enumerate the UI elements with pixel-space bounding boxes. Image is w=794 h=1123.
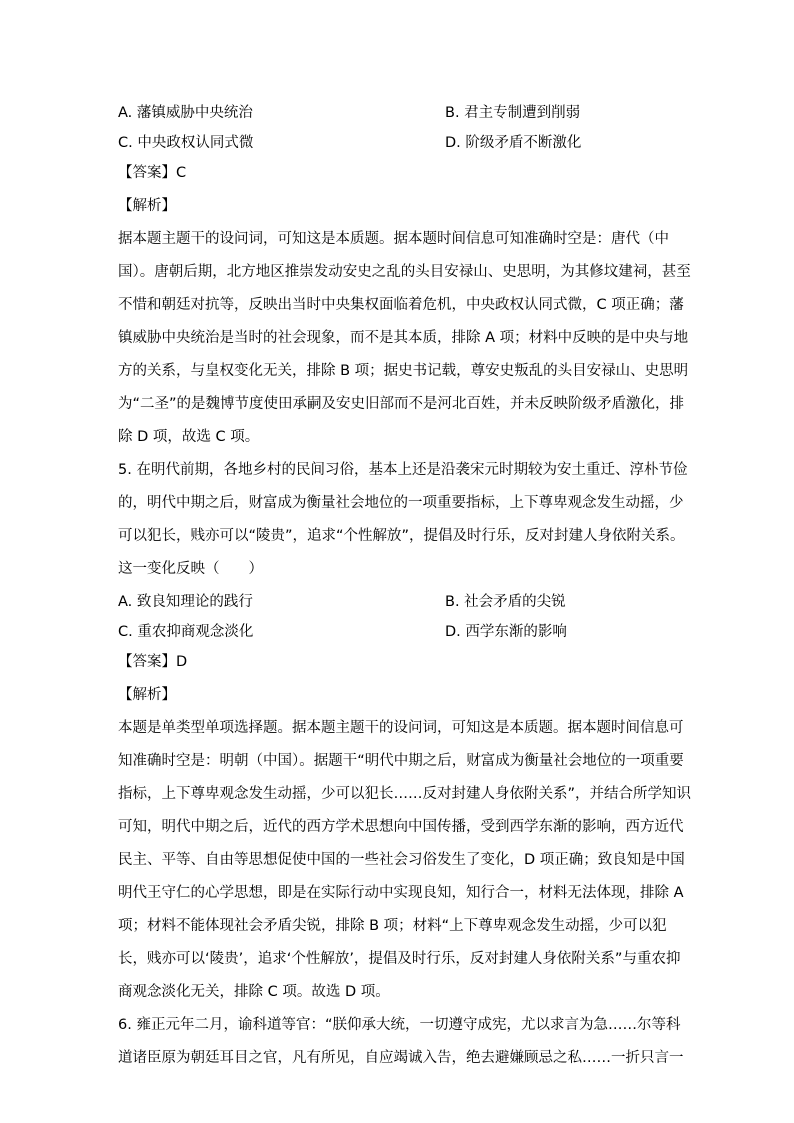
analysis-line: 知准确时空是：明朝（中国）。据题干“明代中期之后，财富成为衡量社会地位的一项重要 [118, 753, 684, 769]
analysis-line: 指标，上下尊卑观念发生动摇，少可以犯长……反对封建人身依附关系”，并结合所学知识 [118, 786, 692, 802]
analysis-line: 项；材料不能体现社会矛盾尖锐，排除 B 项；材料“上下尊卑观念发生动摇，少可以犯 [118, 918, 667, 934]
option-c: C. 中央政权认同式微 [118, 135, 254, 151]
option-b: B. 社会矛盾的尖锐 [445, 594, 566, 610]
analysis-line: 本题是单类型单项选择题。据本题主题干的设问词，可知这是本质题。据本题时间信息可 [118, 720, 684, 736]
answer-label: 【答案】D [118, 654, 188, 670]
analysis-line: 商观念淡化无关，排除 C 项。故选 D 项。 [118, 984, 390, 1000]
answer-label: 【答案】C [118, 165, 187, 181]
question-stem-line: 这一变化反映（ ） [118, 561, 263, 577]
option-c: C. 重农抑商观念淡化 [118, 624, 254, 640]
option-a: A. 致良知理论的践行 [118, 594, 253, 610]
option-a: A. 藩镇威胁中央统治 [118, 105, 253, 121]
analysis-line: 明代王守仁的心学思想，即是在实际行动中实现良知，知行合一，材料无法体现，排除 A [118, 885, 684, 901]
option-b: B. 君主专制遭到削弱 [445, 105, 581, 121]
analysis-label: 【解析】 [118, 198, 176, 214]
question-stem-line: 道诸臣原为朝廷耳目之官，凡有所见，自应竭诚入告，绝去避嫌顾忌之私……一折只言一 [118, 1050, 684, 1066]
analysis-line: 除 D 项，故选 C 项。 [118, 429, 260, 445]
option-d: D. 阶级矛盾不断激化 [445, 135, 582, 151]
question-stem-line: 6. 雍正元年二月，谕科道等官：“朕仰承大统，一切遵守成宪，尤以求言为急……尔等科 [118, 1017, 681, 1033]
question-stem-line: 可以犯长，贱亦可以“陵贵”，追求“个性解放”，提倡及时行乐，反对封建人身依附关系。 [118, 528, 685, 544]
analysis-line: 据本题主题干的设问词，可知这是本质题。据本题时间信息可知准确时空是：唐代（中 [118, 231, 669, 247]
analysis-line: 为“二圣”的是魏博节度使田承嗣及安史旧部而不是河北百姓，并未反映阶级矛盾激化，排 [118, 396, 685, 412]
question-stem-line: 的，明代中期之后，财富成为衡量社会地位的一项重要指标，上下尊卑观念发生动摇，少 [118, 495, 684, 511]
analysis-line: 可知，明代中期之后，近代的西方学术思想向中国传播，受到西学东渐的影响，西方近代 [118, 819, 684, 835]
question-stem-line: 5. 在明代前期，各地乡村的民间习俗，基本上还是沿袭宋元时期较为安土重迁、淳朴节俭 [118, 462, 688, 478]
analysis-label: 【解析】 [118, 687, 176, 703]
analysis-line: 方的关系，与皇权变化无关，排除 B 项；据史书记载，尊安史叛乱的头目安禄山、史思明 [118, 363, 689, 379]
analysis-line: 镇威胁中央统治是当时的社会现象，而不是其本质，排除 A 项；材料中反映的是中央与地 [118, 330, 689, 346]
analysis-line: 国）。唐朝后期，北方地区推崇发动安史之乱的头目安禄山、史思明，为其修坟建祠，甚至 [118, 264, 691, 280]
analysis-line: 长，贱亦可以‘陵贵’，追求‘个性解放’，提倡及时行乐，反对封建人身依附关系”与重农抑 [118, 951, 681, 967]
analysis-line: 不惜和朝廷对抗等，反映出当时中央集权面临着危机，中央政权认同式微，C 项正确；藩 [118, 297, 684, 313]
option-d: D. 西学东渐的影响 [445, 624, 567, 640]
analysis-line: 民主、平等、自由等思想促使中国的一些社会习俗发生了变化，D 项正确；致良知是中国 [118, 852, 685, 868]
